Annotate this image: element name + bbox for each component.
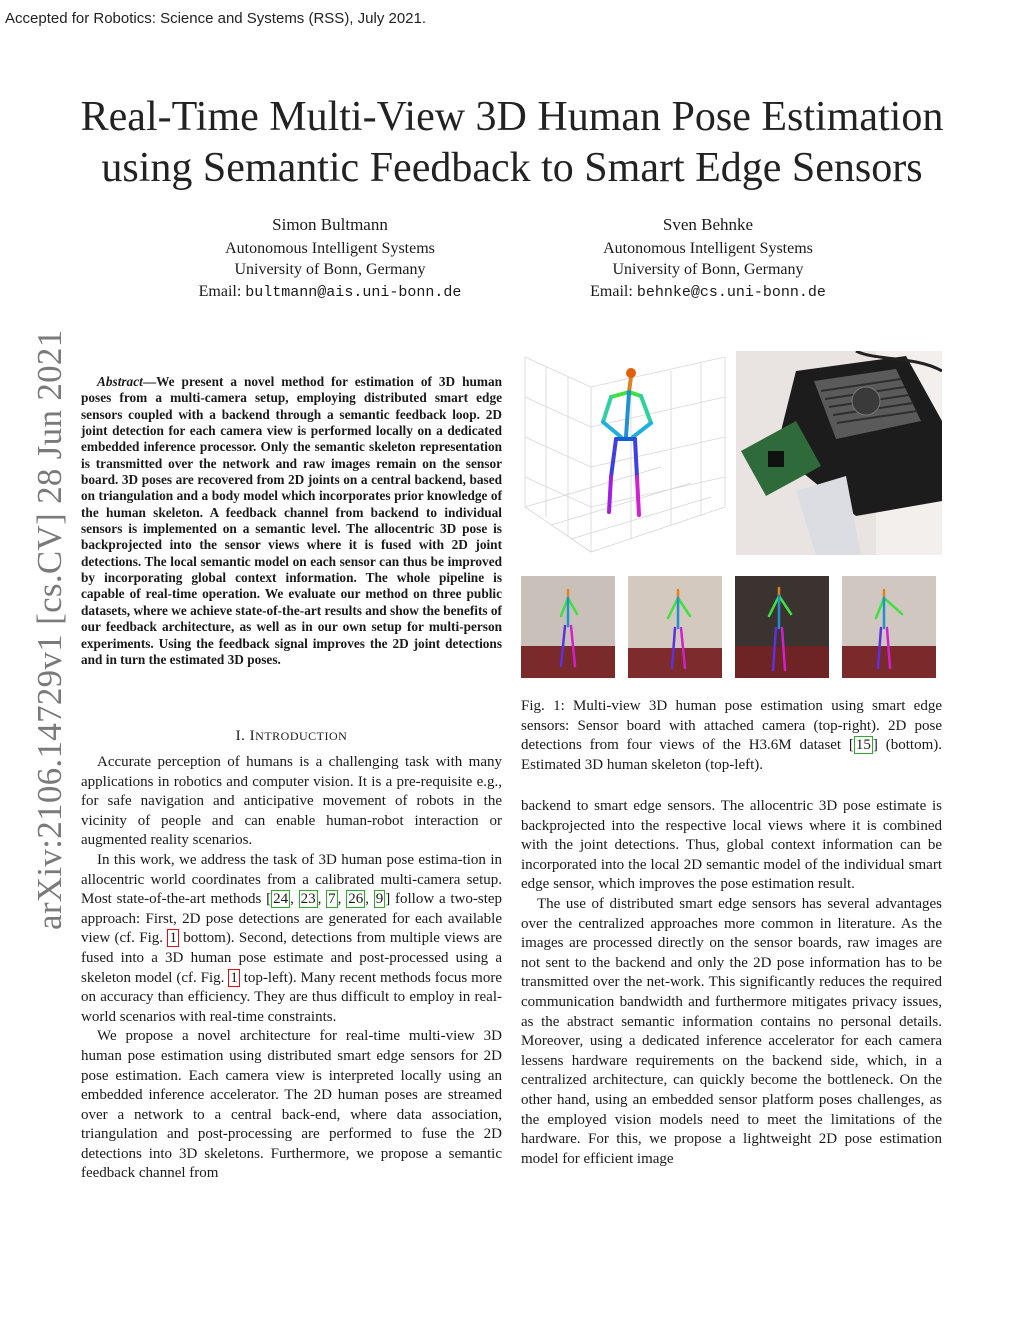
caption-text: ] (bottom). Estimated 3D human skeleton (top-left). <box>521 737 942 773</box>
author-email-line <box>180 281 480 304</box>
paper-title <box>0 92 1024 194</box>
intro-paragraph-1: Accurate perception of humans is a challenging task with many applications in robotics and computer vision. It is a pre-requisite e.g., for safe navigation and anticipative movement of robots in the vicinity of people and can enable human-robot interaction or augmented reality scenarios. <box>81 754 502 849</box>
text-run: top-left). Many recent methods focus more on accuracy than efficiency. They are thus difficult to employ in real-world scenarios with real-time constraints. <box>81 969 503 1025</box>
author-name: Sven Behnke <box>662 215 754 234</box>
text-run: bottom). Second, detections from multiple views are fused into a 3D human pose estimate and post-processed using a skeleton model (cf. Fig. <box>81 930 502 986</box>
author-university: University of Bonn, Germany <box>612 261 804 278</box>
citation-link[interactable]: 24 <box>273 891 289 908</box>
skeleton-right-thigh <box>635 439 637 477</box>
skeleton-right-shin <box>637 477 639 515</box>
email-label: Email: <box>198 282 246 300</box>
figure-3d-skeleton <box>521 347 729 559</box>
author-email[interactable]: bultmann@ais.uni-bonn.de <box>245 283 462 301</box>
text-run: ] follow a two-step approach: First, 2D pose detections are generated for each available view (cf. Fig. <box>81 891 503 947</box>
view-floor <box>628 648 722 678</box>
figure-link[interactable]: 1 <box>169 930 177 947</box>
citation-link[interactable]: 26 <box>348 891 364 908</box>
skeleton <box>603 377 651 515</box>
citation-link[interactable]: 23 <box>300 891 316 908</box>
citation-link[interactable]: 15 <box>855 737 871 754</box>
figure-view-2 <box>628 576 722 678</box>
skeleton-head <box>626 368 636 378</box>
right-column-text <box>521 797 942 1169</box>
author-affiliation: Autonomous Intelligent Systems <box>225 239 435 257</box>
fan <box>852 387 880 415</box>
section-title-rest: NTRODUCTION <box>255 729 348 743</box>
citation-link[interactable]: 7 <box>328 891 336 908</box>
author-block-2 <box>558 214 858 303</box>
text-run: In this work, we address the task of 3D human pose estima-tion in allocentric world coordinates from a calibrated multi-camera setup. Most state-of-the-art methods [ <box>81 851 502 908</box>
skeleton-left-upper-arm <box>603 397 611 422</box>
author-name: Simon Bultmann <box>272 215 388 234</box>
title-line-1: Real-Time Multi-View 3D Human Pose Estimation <box>80 94 944 140</box>
view-floor <box>521 646 615 678</box>
acceptance-note: Accepted for Robotics: Science and Systems (RSS), July 2021. <box>5 10 427 27</box>
skeleton-spine <box>626 392 629 437</box>
skeleton-left-shin <box>609 477 611 512</box>
figure-view-4 <box>842 576 936 678</box>
skeleton-neck <box>629 377 631 392</box>
author-university: University of Bonn, Germany <box>234 261 426 278</box>
skeleton-left-shoulder <box>611 392 629 397</box>
email-label: Email: <box>590 282 637 300</box>
section-heading-introduction <box>81 728 502 745</box>
section-number: I. <box>235 728 250 744</box>
author-email[interactable]: behnke@cs.uni-bonn.de <box>636 283 826 301</box>
figure-1-caption <box>521 697 942 775</box>
intro-paragraph-2: In this work, we address the task of 3D human pose estima-tion in allocentric world coordinates from a calibrated multi-camera setup. Most state-of-the-art methods [ 24 , 23 , 7 , 26 , 9 ] follow a two-step approach: First, 2D pose detections are generated for each available view (cf. Fig. 1 bottom). Second, detections from multiple views are fused into a 3D human pose estimate and post-processed using a skeleton model (cf. Fig. 1 top-left). Many recent methods focus more on accuracy than efficiency. They are thus difficult to employ in real-world scenarios with real-time constraints. <box>81 851 503 1025</box>
3d-grid <box>525 357 725 552</box>
author-affiliation: Autonomous Intelligent Systems <box>603 239 813 257</box>
camera-lens <box>768 451 784 467</box>
skeleton-left-forearm <box>603 422 621 437</box>
citation-link[interactable]: 9 <box>375 891 384 908</box>
intro-paragraph-3: We propose a novel architecture for real-time multi-view 3D human pose estimation using distributed smart edge sensors for 2D pose estimation. Each camera view is interpreted locally using an embedded inference accelerator. The 2D human poses are streamed over a network to a central back-end, where data association, triangulation and post-processing are performed to fuse the 2D detections into 3D skeletons. Furthermore, we propose a semantic feedback channel from <box>81 1028 502 1182</box>
title-line-2: using Semantic Feedback to Smart Edge Sensors <box>101 145 923 191</box>
left-column-text <box>81 753 502 1184</box>
figure-view-1 <box>521 576 615 678</box>
body-paragraph-advantages: The use of distributed smart edge sensors has several advantages over the centralized approaches more common in literature. As the images are processed directly on the sensor boards, raw images are not sent to the backend and only the 2D pose information has to be transmitted over the net-work. This significantly reduces the required communication bandwidth and furthermore mitigates privacy issues, as the abstract semantic information contains no personal details. Moreover, using a dedicated inference accelerator for each camera lessens hardware requirements on the backend side, which, in a centralized architecture, can quickly become the bottleneck. On the other hand, using an embedded sensor platform poses challenges, as the employed vision models need to meet the limitations of the hardware. For this, we propose a lightweight 2D pose estimation model for efficient image <box>521 895 942 1167</box>
abstract <box>81 374 502 668</box>
caption-text: Fig. 1: Multi-view 3D human pose estimation using smart edge sensors: Sensor board with attached camera (top-right). 2D pose detections from four views of the H3.6M dataset [ <box>521 698 942 754</box>
skeleton-right-upper-arm <box>641 396 651 423</box>
figure-link[interactable]: 1 <box>230 969 238 986</box>
figure-view-3 <box>735 576 829 678</box>
view-floor <box>735 646 829 678</box>
abstract-label: Abstract <box>97 374 143 389</box>
skeleton-right-forearm <box>633 423 651 437</box>
author-block-1 <box>180 214 480 303</box>
arxiv-identifier: arXiv:2106.14729v1 [cs.CV] 28 Jun 2021 <box>30 329 69 930</box>
skeleton-left-thigh <box>611 439 616 477</box>
body-paragraph-continued: backend to smart edge sensors. The allocentric 3D pose estimate is backprojected into the respective local views where it is combined with the joint detections. Thus, global context information can be incorporated into the local 2D semantic model of the individual smart edge sensor, which improves the pose estimation result. <box>521 798 942 893</box>
abstract-text: —We present a novel method for estimation of 3D human poses from a multi-camera setup, employing distributed smart edge sensors coupled with a backend through a semantic feedback loop. 2D joint detection for each camera view is performed locally on a dedicated embedded inference processor. Only the semantic skeleton representation is transmitted over the network and raw images remain on the sensor board. 3D poses are recovered from 2D joints on a central backend, based on triangulation and a body model which incorporates prior knowledge of the human skeleton. A feedback channel from backend to individual sensors is implemented on a semantic level. The allocentric 3D pose is backprojected into the sensor views where it is fused with 2D joint detections. The local semantic model on each sensor can thus be improved by incorporating global context information. The whole pipeline is capable of real-time operation. We evaluate our method on three public datasets, where we achieve state-of-the-art results and show the benefits of our feedback architecture, as well as in our own setup for multi-person experiments. Using the feedback signal improves the 2D joint detections and in turn the estimated 3D poses. <box>81 374 502 667</box>
author-email-line <box>558 281 858 304</box>
section-first-letter: I <box>249 728 256 744</box>
figure-sensor-board-photo <box>736 351 942 555</box>
